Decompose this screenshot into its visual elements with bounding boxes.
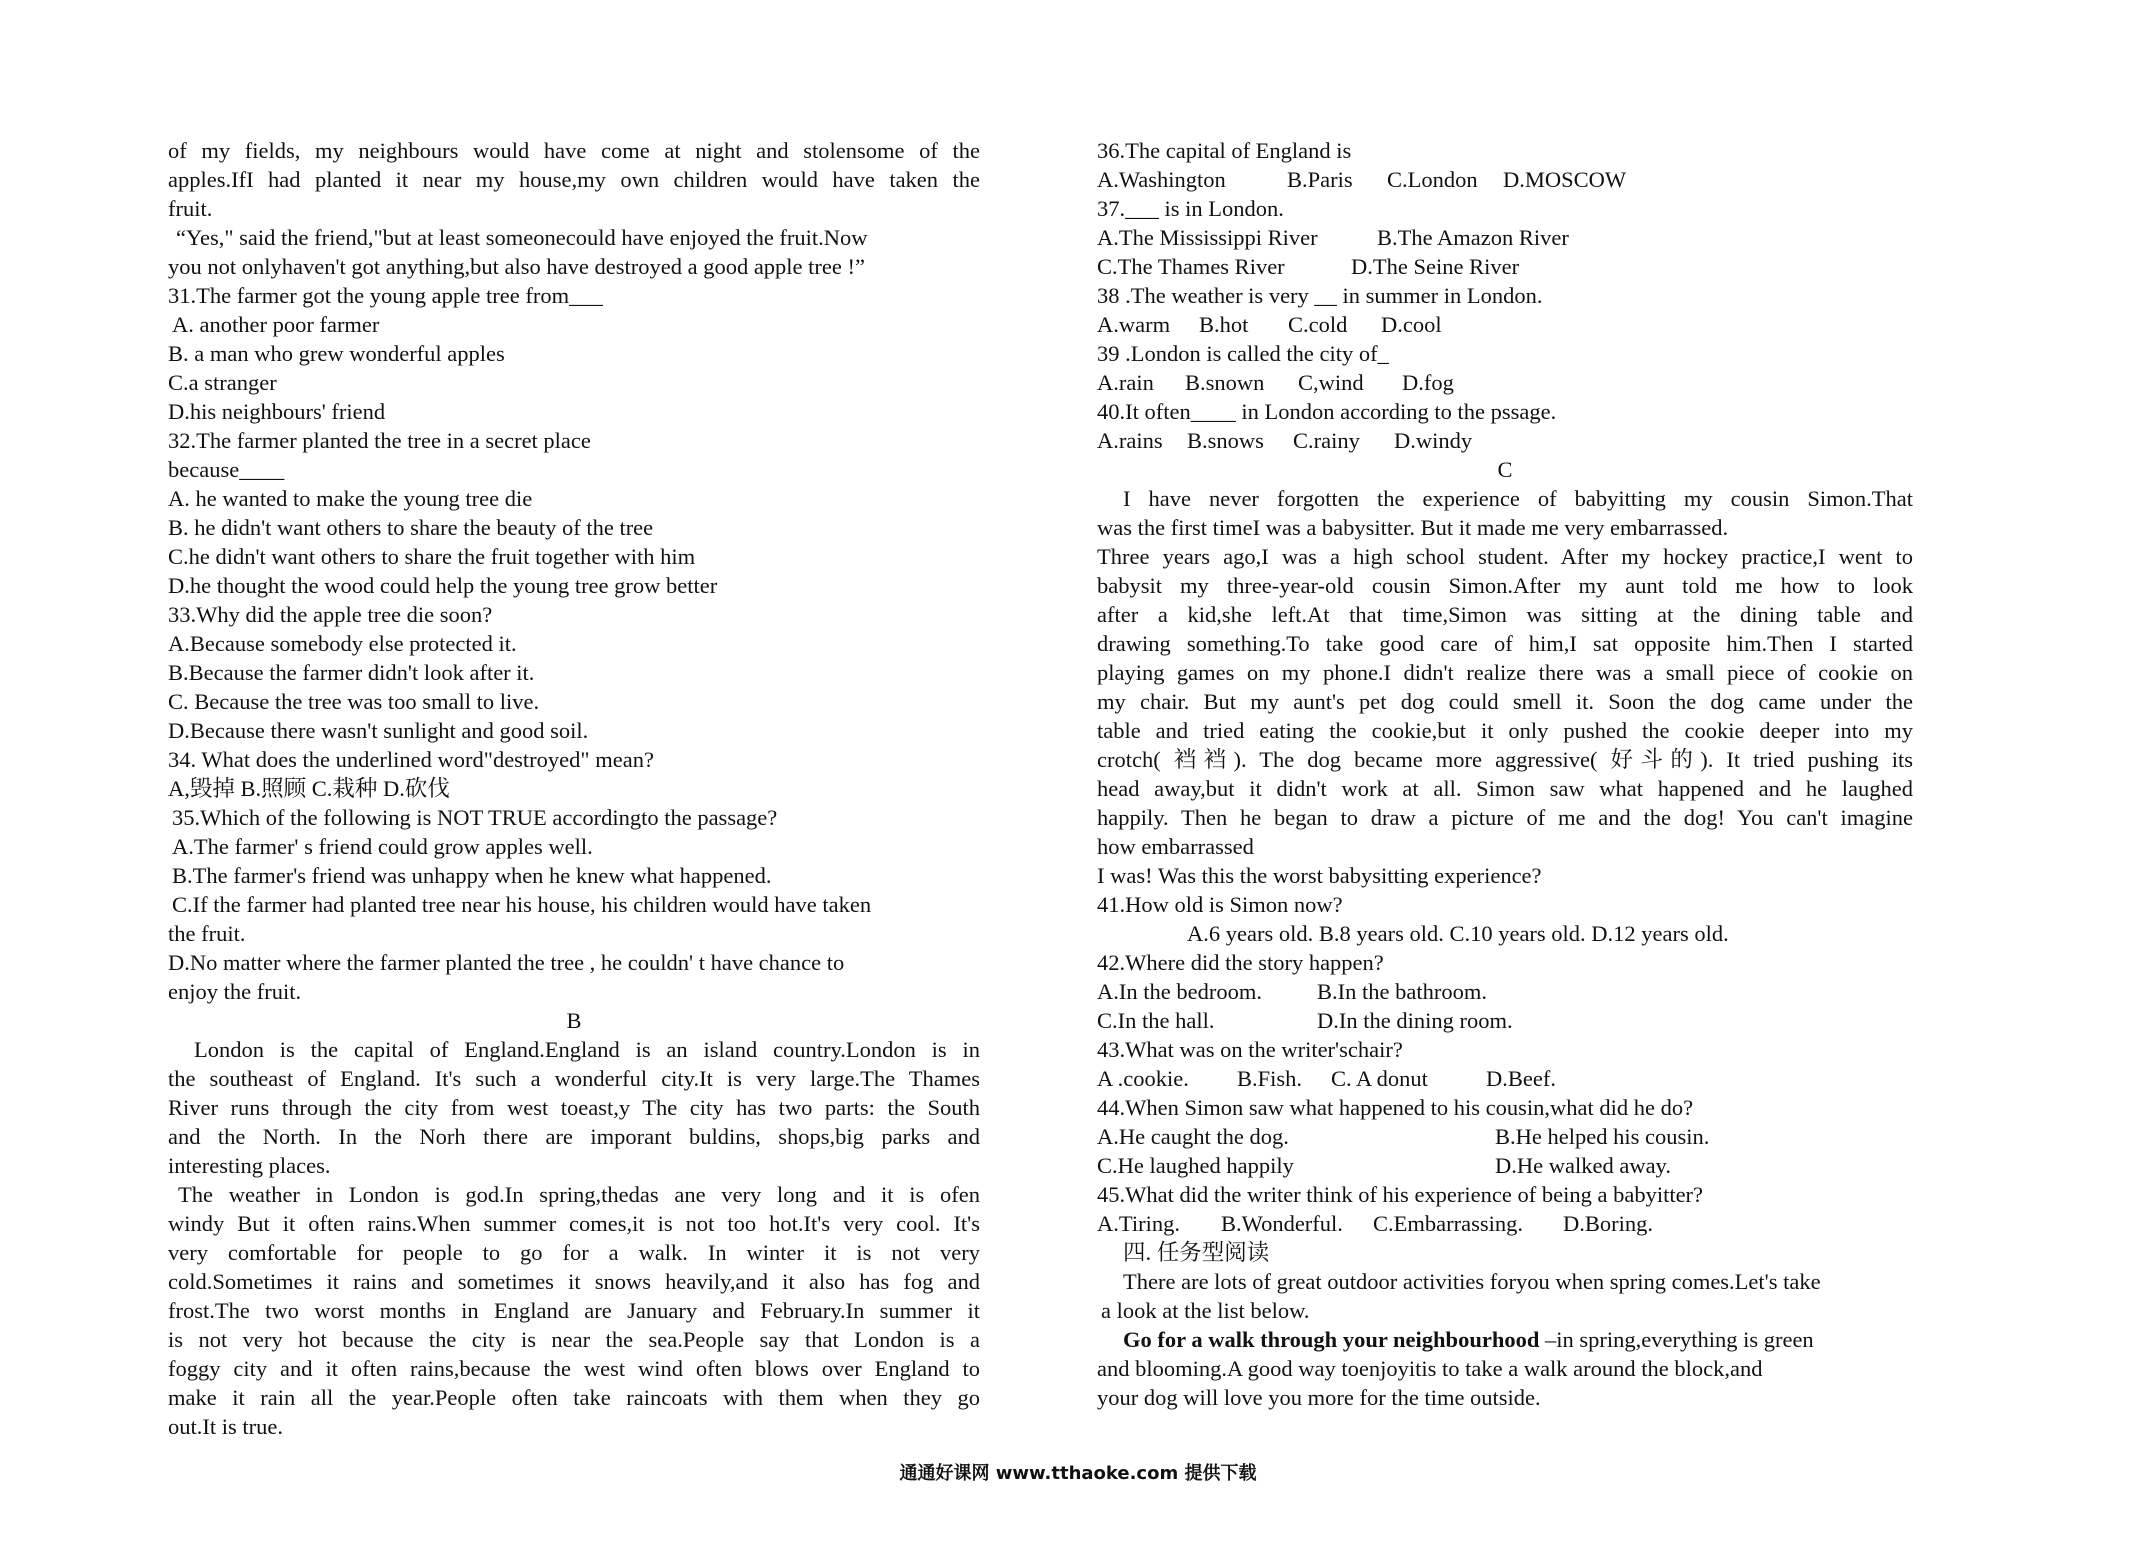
option-row [1097,1209,1913,1238]
option: D.He walked away. [1495,1153,1671,1178]
passage-line: the southeast of England. It's such a wonderful city.It is very large.The Thames [168,1066,980,1091]
passage-line: you not onlyhaven't got anything,but also have destroyed a good apple tree !” [168,254,865,279]
passage-line: fruit. [168,196,213,221]
passage-line: and the North. In the Norh there are imporant buldins, shops,big parks and [168,1124,980,1149]
option: B.Paris [1287,167,1353,192]
option: A.rain [1097,370,1154,395]
option: A.In the bedroom. [1097,979,1262,1004]
question-35: 35.Which of the following is NOT TRUE accordingto the passage? [172,805,778,830]
option: D.fog [1402,370,1454,395]
option: D.cool [1381,312,1442,337]
question-32-cont: because____ [168,457,285,482]
option: A.He caught the dog. [1097,1124,1289,1149]
option: A.Washington [1097,167,1226,192]
option: the fruit. [168,921,246,946]
option: B. he didn't want others to share the beauty of the tree [168,515,654,540]
option: A .cookie. [1097,1066,1189,1091]
section-heading-4: 四. 任务型阅读 [1123,1240,1270,1265]
question-31: 31.The farmer got the young apple tree from___ [168,283,603,308]
passage-line: I have never forgotten the experience of babyitting my cousin Simon.That [1123,486,1913,511]
question-39: 39 .London is called the city of_ [1097,341,1389,366]
question-36: 36.The capital of England is [1097,138,1352,163]
passage-line: how embarrassed [1097,834,1254,859]
passage-line: happily. Then he began to draw a picture of me and the dog! You can't imagine [1097,805,1913,830]
passage-line: apples.IfI had planted it near my house,my own children would have taken the [168,167,980,192]
option: A.Tiring. [1097,1211,1180,1236]
passage-line: after a kid,she left.At that time,Simon was sitting at the dining table and [1097,602,1913,627]
option: C. A donut [1331,1066,1428,1091]
passage-line: your dog will love you more for the time outside. [1097,1385,1541,1410]
passage-line: There are lots of great outdoor activities foryou when spring comes.Let's take [1123,1269,1821,1294]
passage-line: was the first timeI was a babysitter. But it made me very embarrassed. [1097,515,1729,540]
option-row [1097,310,1913,339]
option: A.The farmer' s friend could grow apples well. [172,834,593,859]
option: D.he thought the wood could help the young tree grow better [168,573,718,598]
option-row [1097,368,1913,397]
option: B.Because the farmer didn't look after it. [168,660,535,685]
option: A.warm [1097,312,1171,337]
passage-line: my chair. But my aunt's pet dog could smell it. Soon the dog came under the [1097,689,1913,714]
left-column [168,136,980,1441]
question-43: 43.What was on the writer'schair? [1097,1037,1403,1062]
passage-line: I was! Was this the worst babysitting experience? [1097,863,1542,888]
passage-line: foggy city and it often rains,because the west wind often blows over England to [168,1356,980,1381]
section-heading-b: B [566,1008,582,1033]
option-row [1097,1006,1913,1035]
passage-line: make it rain all the year.People often take raincoats with them when they go [168,1385,980,1410]
option: D.his neighbours' friend [168,399,386,424]
option: B.Fish. [1237,1066,1303,1091]
option: D.The Seine River [1351,254,1520,279]
option: D.windy [1394,428,1473,453]
option: C.Embarrassing. [1373,1211,1523,1236]
passage-line: babysit my three-year-old cousin Simon.After my aunt told me how to look [1097,573,1913,598]
passage-line: River runs through the city from west toeast,y The city has two parts: the South [168,1095,980,1120]
option-row [1097,252,1913,281]
passage-line: a look at the list below. [1101,1298,1310,1323]
option: B.hot [1199,312,1249,337]
option: C.he didn't want others to share the fruit together with him [168,544,696,569]
option: C.rainy [1293,428,1360,453]
passage-line: windy But it often rains.When summer comes,it is not too hot.It's very cool. It's [168,1211,980,1236]
option-row [1097,977,1913,1006]
option-row [1097,1122,1913,1151]
passage-line: out.It is true. [168,1414,283,1439]
option-row [1097,165,1913,194]
right-column [1097,136,1913,1412]
question-42: 42.Where did the story happen? [1097,950,1384,975]
question-37: 37.___ is in London. [1097,196,1284,221]
option-row: A,毁掉 B.照顾 C.栽种 D.砍伐 [168,776,450,801]
passage-line: drawing something.To take good care of him,I sat opposite him.Then I started [1097,631,1913,656]
option: D.Because there wasn't sunlight and good soil. [168,718,589,743]
option: C.London [1387,167,1478,192]
option-row: A.6 years old. B.8 years old. C.10 years old. D.12 years old. [1187,921,1729,946]
section-heading-c: C [1497,457,1513,482]
question-41: 41.How old is Simon now? [1097,892,1343,917]
passage-line: very comfortable for people to go for a walk. In winter it is not very [168,1240,980,1265]
passage-line: head away,but it didn't work at all. Simon saw what happened and he laughed [1097,776,1913,801]
passage-line: of my fields, my neighbours would have come at night and stolensome of the [168,138,980,163]
option: C.a stranger [168,370,277,395]
option: enjoy the fruit. [168,979,302,1004]
question-45: 45.What did the writer think of his experience of being a babyitter? [1097,1182,1704,1207]
option: B.The Amazon River [1377,225,1569,250]
option: A.rains [1097,428,1163,453]
passage-line: playing games on my phone.I didn't realize there was a small piece of cookie on [1097,660,1913,685]
passage-line: Three years ago,I was a high school student. After my hockey practice,I went to [1097,544,1913,569]
option: A. another poor farmer [172,312,380,337]
passage-line: interesting places. [168,1153,331,1178]
question-44: 44.When Simon saw what happened to his cousin,what did he do? [1097,1095,1694,1120]
activity-text: –in spring,everything is green [1539,1327,1814,1352]
option: C.He laughed happily [1097,1153,1294,1178]
option-row [1097,223,1913,252]
question-40: 40.It often____ in London according to the pssage. [1097,399,1557,424]
question-33: 33.Why did the apple tree die soon? [168,602,493,627]
option-row [1097,1064,1913,1093]
passage-line: London is the capital of England.England is an island country.London is in [194,1037,980,1062]
option: A.Because somebody else protected it. [168,631,517,656]
option: D.Boring. [1563,1211,1653,1236]
passage-line: frost.The two worst months in England are January and February.In summer it [168,1298,980,1323]
option: B.In the bathroom. [1317,979,1487,1004]
passage-line [1097,1325,1913,1354]
option: D.No matter where the farmer planted the tree , he couldn' t have chance to [168,950,845,975]
question-32: 32.The farmer planted the tree in a secret place [168,428,591,453]
option: C.The Thames River [1097,254,1285,279]
option: C. Because the tree was too small to live. [168,689,540,714]
option: B.snows [1187,428,1264,453]
question-34: 34. What does the underlined word"destroyed" mean? [168,747,654,772]
option: C.In the hall. [1097,1008,1215,1033]
passage-line: crotch( 裆裆). The dog became more aggressive( 好斗的). It tried pushing its [1097,747,1913,772]
footer-watermark: 通通好课网 www.tthaoke.com 提供下载 [899,1463,1257,1484]
option: A. he wanted to make the young tree die [168,486,533,511]
option: B.He helped his cousin. [1495,1124,1710,1149]
option: D.Beef. [1486,1066,1556,1091]
option: A.The Mississippi River [1097,225,1318,250]
passage-line: is not very hot because the city is near the sea.People say that London is a [168,1327,980,1352]
option: C.If the farmer had planted tree near his house, his children would have taken [172,892,872,917]
option: B.snown [1185,370,1265,395]
option: D.MOSCOW [1503,167,1627,192]
option: C.cold [1288,312,1348,337]
option: D.In the dining room. [1317,1008,1513,1033]
option-row [1097,426,1913,455]
question-38: 38 .The weather is very __ in summer in London. [1097,283,1543,308]
option-row [1097,1151,1913,1180]
option: B.The farmer's friend was unhappy when he knew what happened. [172,863,772,888]
passage-line: cold.Sometimes it rains and sometimes it snows heavily,and it also has fog and [168,1269,980,1294]
passage-line: and blooming.A good way toenjoyitis to take a walk around the block,and [1097,1356,1763,1381]
option: B.Wonderful. [1221,1211,1343,1236]
passage-line: “Yes," said the friend,"but at least someonecould have enjoyed the fruit.Now [176,225,868,250]
option: C,wind [1298,370,1364,395]
activity-title: Go for a walk through your neighbourhood [1123,1327,1540,1352]
option: B. a man who grew wonderful apples [168,341,505,366]
passage-line: table and tried eating the cookie,but it only pushed the cookie deeper into my [1097,718,1913,743]
passage-line: The weather in London is god.In spring,thedas ane very long and it is ofen [178,1182,980,1207]
